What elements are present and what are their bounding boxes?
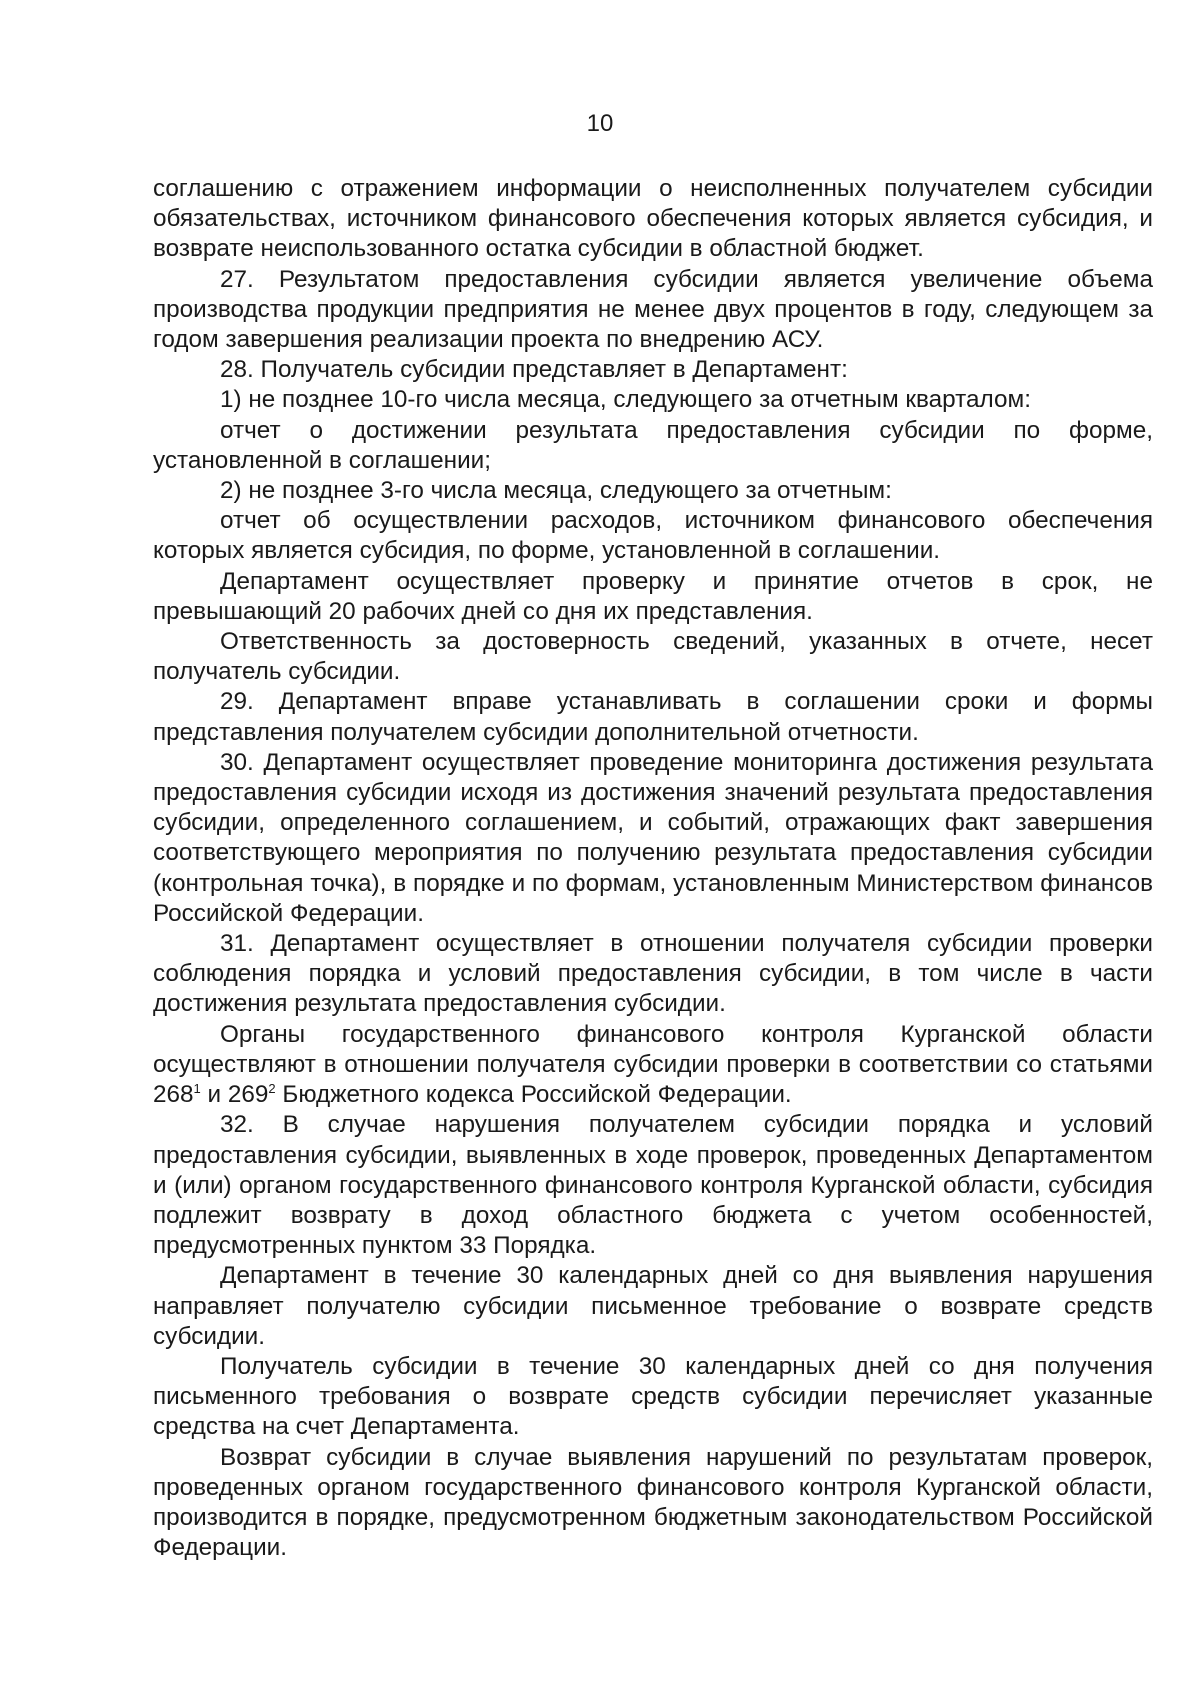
paragraph-continuation: соглашению с отражением информации о неисполненных получателем субсидии обязательствах, источником финансового обеспечения которых является субсидия, и возврате неиспользованного остатка субсидии в областной бюджет.: [153, 175, 1153, 263]
paragraph-return-procedure: Возврат субсидии в случае выявления нарушений по результатам проверок, проведенных органом государственного финансового контроля Курганской области, производится в порядке, предусмотренном бюджетным законодательством Российской Федерации.: [153, 1443, 1153, 1562]
paragraph-responsibility: Ответственность за достоверность сведений, указанных в отчете, несет получатель субсидии.: [153, 628, 1153, 686]
paragraph-27-result: 27. Результатом предоставления субсидии является увеличение объема производства продукции предприятия не менее двух процентов в году, следующем за годом завершения реализации проекта по внедрению АСУ.: [153, 265, 1153, 354]
paragraph-result-report: отчет о достижении результата предоставления субсидии по форме, установленной в соглашении;: [153, 416, 1153, 474]
paragraph-financial-control-text-a: Органы государственного финансового контроля Курганской области осуществляют в отношении получателя субсидии проверки в соответствии со статьями 268: [153, 1020, 1153, 1109]
document-body: [153, 174, 1153, 1563]
paragraph-28-reports: 28. Получатель субсидии представляет в Департамент:: [220, 356, 848, 384]
article-269-superscript: 2: [268, 1081, 276, 1097]
paragraph-30-monitoring: 30. Департамент осуществляет проведение мониторинга достижения результата предоставления субсидии исходя из достижения значений результата предоставления субсидии, определенного соглашением, и событий, отражающих факт завершения соответствующего мероприятия по получению результата предоставления субсидии (контрольная точка), в порядке и по формам, установленным Министерством финансов Российской Федерации.: [153, 748, 1153, 927]
paragraph-financial-control-text-b: и 269: [200, 1081, 269, 1109]
paragraph-report-check: Департамент осуществляет проверку и принятие отчетов в срок, не превышающий 20 рабочих дней со дня их представления.: [153, 567, 1153, 625]
paragraph-expense-report: отчет об осуществлении расходов, источником финансового обеспечения которых является субсидия, по форме, установленной в соглашении.: [153, 507, 1153, 565]
paragraph-31-inspections: 31. Департамент осуществляет в отношении получателя субсидии проверки соблюдения порядка и условий предоставления субсидии, в том числе в части достижения результата предоставления субсидии.: [153, 930, 1153, 1018]
paragraph-financial-control: [153, 1020, 1153, 1111]
article-268-superscript: 1: [193, 1081, 201, 1097]
paragraph-return-transfer: Получатель субсидии в течение 30 календарных дней со дня получения письменного требования о возврате средств субсидии перечисляет указанные средства на счет Департамента.: [153, 1352, 1153, 1441]
paragraph-return-demand: Департамент в течение 30 календарных дней со дня выявления нарушения направляет получателю субсидии письменное требование о возврате средств субсидии.: [153, 1262, 1153, 1350]
list-item-2: 2) не позднее 3-го числа месяца, следующего за отчетным:: [220, 477, 892, 505]
paragraph-29-extra-reporting: 29. Департамент вправе устанавливать в соглашении сроки и формы представления получателем субсидии дополнительной отчетности.: [153, 688, 1153, 746]
list-item-1: 1) не позднее 10-го числа месяца, следующего за отчетным кварталом:: [220, 386, 1031, 414]
paragraph-32-violations: 32. В случае нарушения получателем субсидии порядка и условий предоставления субсидии, выявленных в ходе проверок, проведенных Департаментом и (или) органом государственного финансового контроля Курганской области, субсидия подлежит возврату в доход областного бюджета с учетом особенностей, предусмотренных пунктом 33 Порядка.: [153, 1111, 1153, 1260]
paragraph-financial-control-text-c: Бюджетного кодекса Российской Федерации.: [275, 1081, 792, 1109]
page-number: 10: [586, 110, 614, 137]
